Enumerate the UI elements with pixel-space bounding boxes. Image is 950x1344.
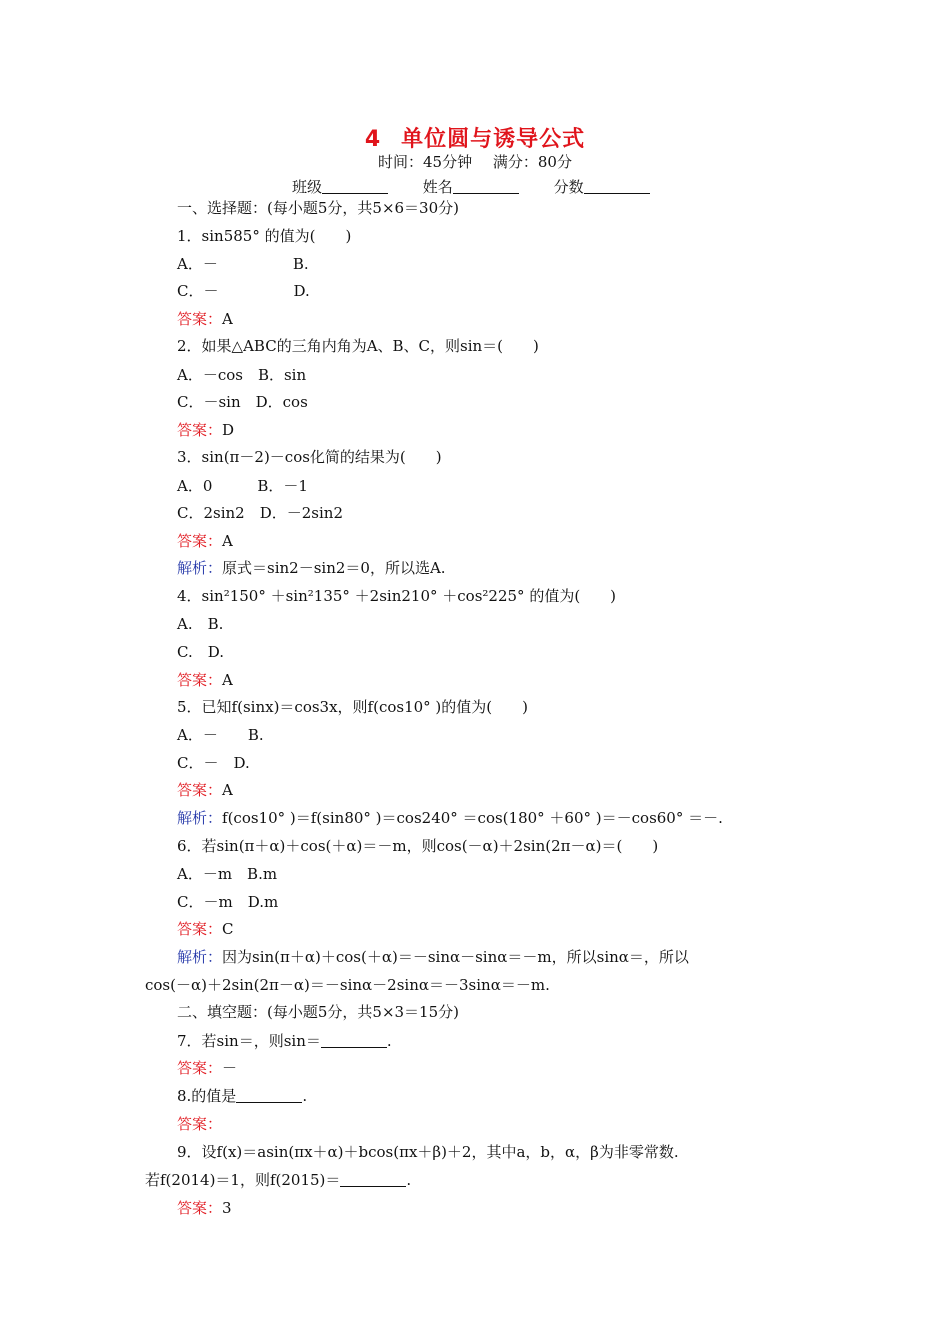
question-line — [145, 975, 550, 995]
answer-line — [177, 670, 233, 690]
line-text: C — [222, 920, 234, 938]
line-text: A — [222, 781, 233, 799]
answer-line — [177, 919, 234, 939]
fill-blank — [321, 1033, 387, 1048]
lesson-title: 单位圆与诱导公式 — [401, 127, 586, 152]
line-text: A．－ B. — [177, 255, 309, 273]
question-line — [177, 1086, 307, 1106]
explanation-line — [177, 558, 446, 578]
line-text: A．－m B.m — [177, 865, 278, 883]
class-field: 班级 — [292, 176, 388, 197]
explanation-label: 解析： — [177, 948, 223, 966]
line-text: A．－cos B．sin — [177, 366, 307, 384]
question-line — [177, 1002, 459, 1022]
line-text: 一、选择题：(每小题5分，共5×6＝30分) — [177, 199, 459, 217]
line-text: A．－ B. — [177, 726, 264, 744]
fill-blank — [236, 1088, 302, 1103]
full-score: 满分：80分 — [492, 153, 572, 171]
line-text: f(cos10° )＝f(sin80° )＝cos240° ＝cos(180° ＋60° )＝－cos60° ＝－. — [222, 809, 723, 827]
question-line — [177, 864, 277, 884]
question-line — [177, 226, 351, 246]
answer-line — [177, 531, 233, 551]
name-field: 姓名 — [423, 176, 519, 197]
question-line — [177, 392, 308, 412]
answer-label: 答案： — [177, 1115, 223, 1133]
fill-blank — [340, 1172, 406, 1187]
line-text: C．－m D.m — [177, 893, 279, 911]
line-text: 原式＝sin2－sin2＝0，所以选A. — [222, 559, 446, 577]
line-text: D — [222, 421, 235, 439]
explanation-line — [177, 947, 689, 967]
question-line — [177, 586, 616, 606]
question-line — [177, 642, 224, 662]
answer-label: 答案： — [177, 1059, 223, 1077]
answer-label: 答案： — [177, 920, 223, 938]
question-line — [177, 836, 658, 856]
answer-line — [177, 1198, 232, 1218]
answer-line — [177, 780, 233, 800]
question-line — [177, 892, 278, 912]
answer-label: 答案： — [177, 781, 223, 799]
line-text: 若f(2014)＝1，则f(2015)＝ — [145, 1171, 341, 1189]
question-line — [177, 336, 539, 356]
question-line — [177, 614, 223, 634]
answer-line — [177, 420, 234, 440]
line-text: 3．sin(π－2)－cos化简的结果为( ) — [177, 448, 442, 466]
lesson-number: 4 — [364, 127, 382, 152]
line-text: A — [222, 532, 233, 550]
line-text: cos(－α)＋2sin(2π－α)＝－sinα－2sinα＝－3sinα＝－m. — [145, 976, 550, 994]
line-text: 因为sin(π＋α)＋cos(＋α)＝－sinα－sinα＝－m，所以sinα＝，所以 — [222, 948, 689, 966]
question-line — [177, 281, 310, 301]
answer-label: 答案： — [177, 671, 223, 689]
explanation-line — [177, 808, 723, 828]
question-line — [145, 1170, 411, 1190]
answer-label: 答案： — [177, 310, 223, 328]
line-text: 4．sin²150° ＋sin²135° ＋2sin210° ＋cos²225° 的值为( ) — [177, 587, 617, 605]
line-text: 7．若sin＝，则sin＝ — [177, 1032, 321, 1050]
question-line — [177, 697, 528, 717]
question-line — [177, 254, 309, 274]
answer-label: 答案： — [177, 1199, 223, 1217]
question-line — [177, 1031, 392, 1051]
page-title — [0, 122, 950, 153]
line-text: C．－ D. — [177, 282, 310, 300]
question-line — [177, 503, 343, 523]
score-field: 分数 — [554, 176, 650, 197]
explanation-label: 解析： — [177, 809, 223, 827]
question-line — [177, 447, 442, 467]
line-text: 6．若sin(π＋α)＋cos(＋α)＝－m，则cos(－α)＋2sin(2π－α)＝( ) — [177, 837, 659, 855]
question-line — [177, 198, 459, 218]
question-line — [177, 1142, 679, 1162]
line-text: C. D. — [177, 643, 224, 661]
line-text: 9．设f(x)＝asin(πx＋α)＋bcos(πx＋β)＋2，其中a，b，α，β为非零常数. — [177, 1143, 679, 1161]
line-text: A — [222, 671, 233, 689]
line-text: A. B. — [177, 615, 224, 633]
answer-line — [177, 1114, 222, 1134]
question-line — [177, 753, 250, 773]
time-limit: 时间：45分钟 — [378, 153, 473, 171]
answer-line — [177, 1058, 237, 1078]
explanation-label: 解析： — [177, 559, 223, 577]
line-text: 1．sin585° 的值为( ) — [177, 227, 352, 245]
line-text: － — [222, 1059, 238, 1077]
line-text: . — [406, 1171, 412, 1189]
question-line — [177, 365, 306, 385]
line-text: C．－ D. — [177, 754, 250, 772]
line-text: 5．已知f(sinx)＝cos3x，则f(cos10° )的值为( ) — [177, 698, 528, 716]
line-text: 8.的值是 — [177, 1087, 237, 1105]
line-text: A — [222, 310, 233, 328]
line-text: . — [386, 1032, 392, 1050]
line-text: 二、填空题：(每小题5分，共5×3＝15分) — [177, 1003, 459, 1021]
line-text: . — [302, 1087, 308, 1105]
answer-label: 答案： — [177, 532, 223, 550]
question-line — [177, 725, 264, 745]
student-fields — [292, 176, 680, 197]
answer-line — [177, 309, 233, 329]
line-text: C．－sin D．cos — [177, 393, 308, 411]
line-text: 3 — [222, 1199, 232, 1217]
line-text: 2．如果△ABC的三角内角为A、B、C，则sin＝( ) — [177, 337, 539, 355]
exam-meta — [0, 151, 950, 172]
answer-label: 答案： — [177, 421, 223, 439]
line-text: C．2sin2 D．－2sin2 — [177, 504, 343, 522]
line-text: A．0 B．－1 — [177, 477, 308, 495]
question-line — [177, 476, 308, 496]
